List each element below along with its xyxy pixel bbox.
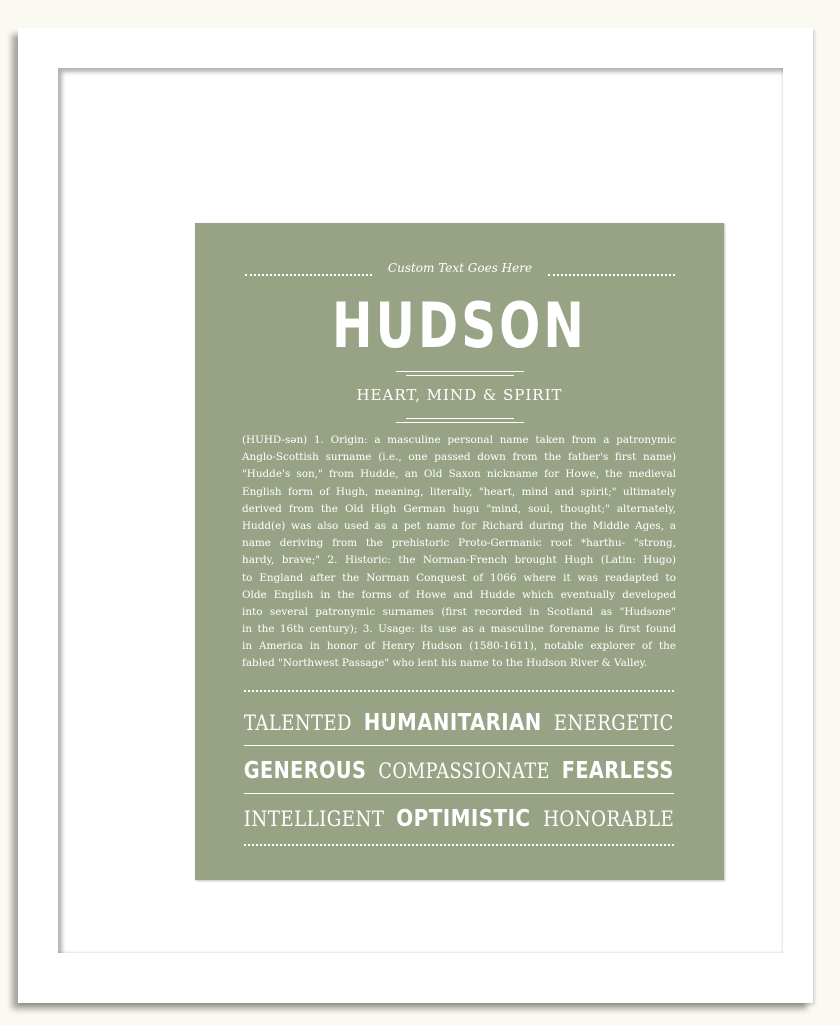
divider-line — [406, 418, 514, 419]
trait-word: FEARLESS — [562, 758, 674, 784]
name-meaning-print — [195, 223, 724, 880]
trait-word: ENERGETIC — [553, 711, 674, 735]
trait-word: HONORABLE — [542, 807, 674, 831]
traits-row — [244, 799, 674, 839]
definition-line: derived from the Old High German hugu "mind, soul, thought;" alternately, — [242, 502, 676, 515]
dotted-divider — [244, 844, 674, 846]
definition-line: fabled "Northwest Passage" who lent his name to the Hudson River & Valley. — [242, 657, 648, 670]
divider-line — [396, 422, 524, 423]
definition-line: Hudd(e) was also used as a pet name for Richard during the Middle Ages, a — [242, 519, 676, 532]
definition-line: Anglo-Scottish surname (i.e., one passed down from the father's first name) — [242, 451, 676, 464]
dotted-divider — [244, 690, 674, 692]
definition-line: in America in honor of Henry Hudson (1580-1611), notable explorer of the — [242, 640, 676, 653]
divider-line — [244, 745, 674, 746]
trait-word: OPTIMISTIC — [396, 806, 531, 832]
trait-word: INTELLIGENT — [244, 807, 385, 831]
definition-line: name deriving from the prehistoric Proto-Germanic root *harthu- "strong, — [242, 537, 676, 550]
name-title: HUDSON — [331, 289, 588, 362]
divider-line — [244, 793, 674, 794]
definition-line: "Hudde's son," from Hudde, an Old Saxon nickname for Howe, the medieval — [242, 468, 676, 481]
definition-line: Olde English in the forms of Howe and Hudde which eventually developed — [242, 588, 676, 601]
definition-line: hardy, brave;" 2. Historic: the Norman-French brought Hugh (Latin: Hugo) — [242, 554, 676, 567]
name-meaning-subtitle: HEART, MIND & SPIRIT — [356, 386, 563, 404]
divider-line — [396, 371, 524, 372]
custom-text: Custom Text Goes Here — [387, 261, 533, 275]
trait-word: COMPASSIONATE — [378, 759, 551, 783]
definition-line: English form of Hugh, meaning, literally, "heart, mind and spirit;" ultimately — [242, 485, 676, 498]
definition-line: to England after the Norman Conquest of 1066 where it was readapted to — [242, 571, 676, 584]
custom-text-row — [245, 261, 675, 283]
definition-line: into several patronymic surnames (first recorded in Scotland as "Hudsone" — [242, 605, 676, 618]
definition-line: (HUHD-sən) 1. Origin: a masculine personal name taken from a patronymic — [242, 434, 676, 446]
picture-frame — [18, 28, 813, 1003]
definition-paragraph — [242, 432, 676, 673]
divider-line — [406, 375, 514, 376]
traits-row — [244, 751, 674, 791]
trait-word: HUMANITARIAN — [363, 710, 542, 736]
mat-board — [58, 68, 783, 953]
dotted-divider-right — [548, 274, 675, 276]
trait-word: GENEROUS — [244, 758, 367, 784]
definition-line: in the 16th century); 3. Usage: its use as a masculine forename is first found — [242, 623, 676, 636]
trait-word: TALENTED — [244, 711, 353, 735]
traits-row — [244, 703, 674, 743]
